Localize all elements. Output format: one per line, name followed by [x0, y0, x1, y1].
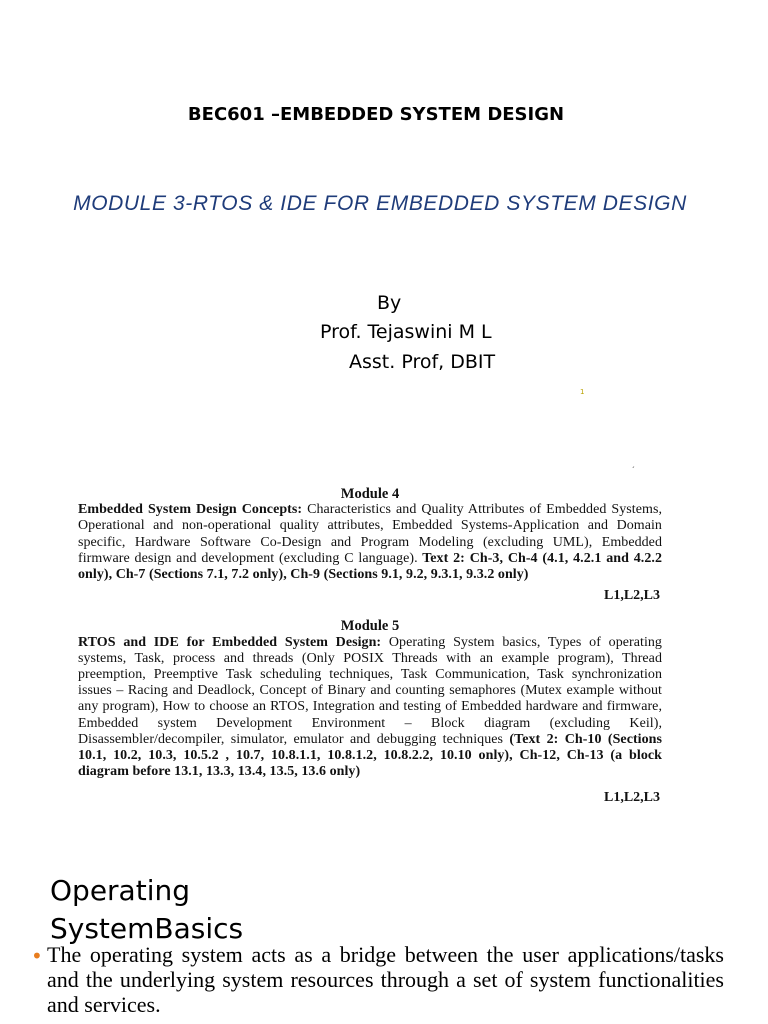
module4-lead: Embedded System Design Concepts: — [78, 502, 303, 518]
author-name: Prof. Tejaswini M L — [320, 321, 492, 343]
module-title: MODULE 3-RTOS & IDE FOR EMBEDDED SYSTEM DESIGN — [73, 192, 687, 215]
module5-description — [70, 635, 670, 781]
section-heading — [50, 872, 310, 948]
module4-text: Characteristics and Quality Attributes of Embedded Systems, Operational and non-operational quality attributes, Embedded Systems-Application and Domain specific, Hardware Software Co-Design and Program Modeling (excluding UML), Embedded firmware design and development (excluding C language). — [78, 502, 662, 566]
section-heading-line2: SystemBasics — [50, 912, 244, 945]
bullet-text: The operating system acts as a bridge between the user applications/tasks and the underlying system resources through a set of system functionalities and services. — [47, 942, 724, 1017]
module4-description — [70, 502, 670, 583]
section-heading-line1: Operating — [50, 874, 190, 907]
module4-reference: Text 2: Ch-3, Ch-4 (4.1, 4.2.1 and 4.2.2 only), Ch-7 (Sections 7.1, 7.2 only), Ch-9 (Sections 9.1, 9.2, 9.3.1, 9.3.2 only) — [78, 550, 662, 583]
author-role: Asst. Prof, DBIT — [349, 351, 496, 373]
module5-reference: (Text 2: Ch-10 (Sections 10.1, 10.2, 10.3, 10.5.2 , 10.7, 10.8.1.1, 10.8.1.2, 10.8.2.2, 10.10 only), Ch-12, Ch-13 (a block diagram before 13.1, 13.3, 13.4, 13.5, 13.6 only) — [78, 731, 662, 780]
module5-text: Operating System basics, Types of operating systems, Task, process and threads (Only POSIX Threads with an example program), Thread preemption, Preemptive Task scheduling techniques, Task Communication, Task synchronization issues – Racing and Deadlock, Concept of Binary and counting semaphores (Mutex example without any program), How to choose an RTOS, Integration and testing of Embedded hardware and firmware, Embedded system Development Environment – Block diagram (excluding Keil), Disassembler/decompiler, simulator, emulator and debugging techniques — [78, 634, 662, 747]
module4-levels: L1,L2,L3 — [603, 588, 660, 604]
page-mark: 1 — [580, 388, 585, 396]
bullet-icon: • — [31, 944, 43, 968]
module5-title: Module 5 — [340, 618, 400, 635]
syllabus-excerpt — [70, 486, 670, 866]
module4-title: Module 4 — [340, 486, 400, 502]
by-label: By — [377, 292, 402, 314]
course-title: BEC601 –EMBEDDED SYSTEM DESIGN — [187, 104, 565, 125]
module5-levels: L1,L2,L3 — [603, 790, 660, 806]
small-mark: ´ — [631, 466, 635, 475]
module5-lead: RTOS and IDE for Embedded System Design: — [78, 634, 382, 650]
